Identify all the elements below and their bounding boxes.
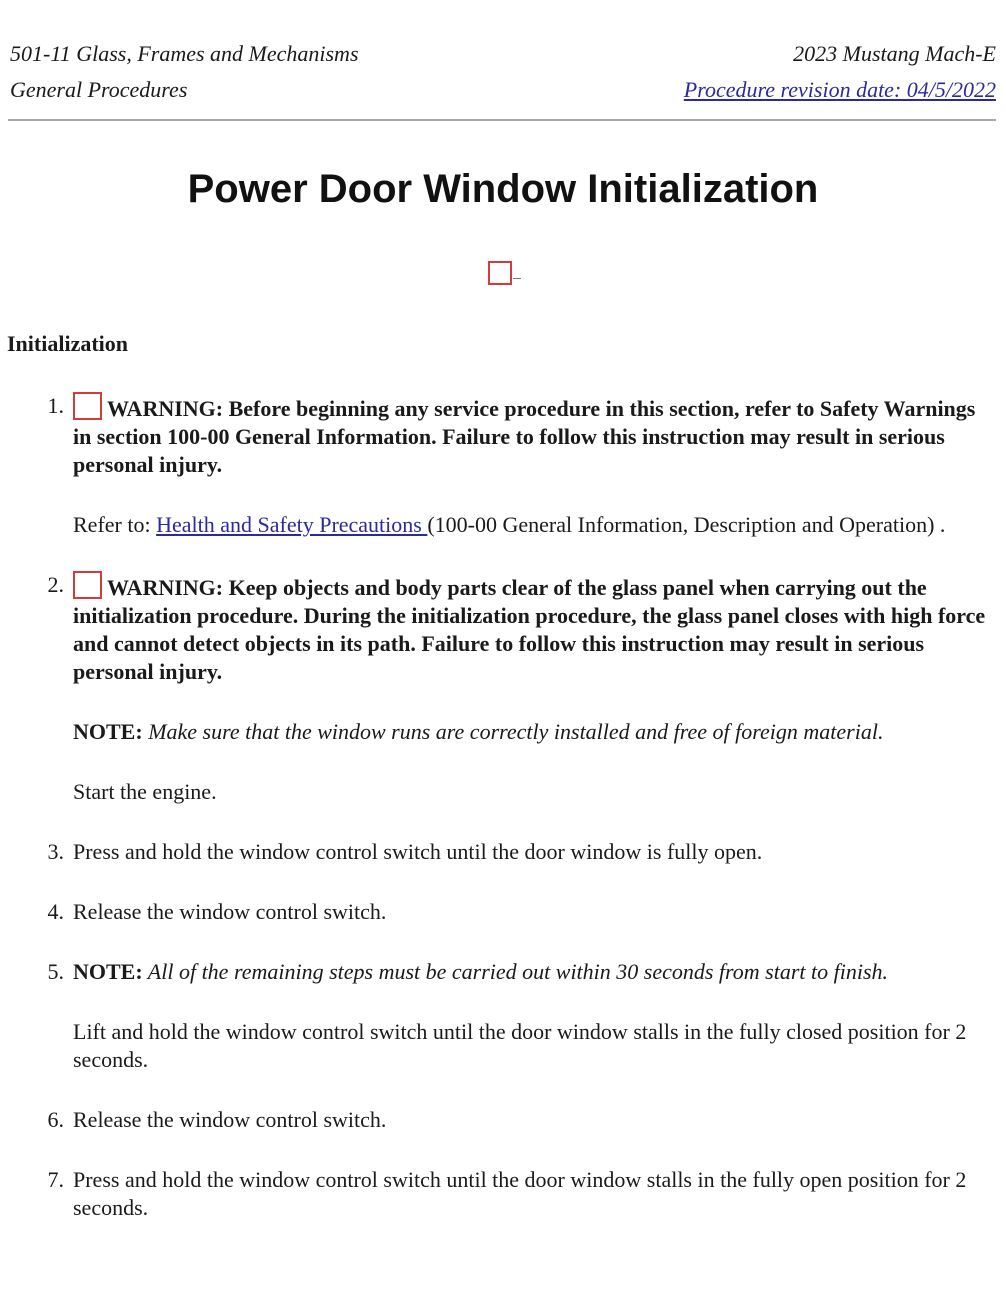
warning-icon	[73, 392, 102, 420]
step-number: 4.	[47, 899, 64, 924]
step-text: Release the window control switch.	[73, 899, 387, 924]
page-title: Power Door Window Initialization	[187, 167, 819, 211]
note-text: NOTE: Make sure that the window runs are correctly installed and free of foreign material.	[73, 719, 884, 744]
step-number: 7.	[47, 1167, 64, 1192]
procedure-steps	[0, 392, 1006, 1254]
header-divider	[8, 119, 996, 121]
step-text: Start the engine.	[73, 779, 217, 804]
step-1	[0, 392, 1006, 539]
step-number: 6.	[47, 1107, 64, 1132]
step-number: 3.	[47, 839, 64, 864]
warning-icon	[73, 571, 102, 599]
step-text: Lift and hold the window control switch until the door window stalls in the fully closed position for 2 seconds.	[73, 1019, 967, 1072]
image-placeholder-underline	[513, 278, 521, 279]
warning-text: WARNING: Keep objects and body parts clear of the glass panel when carrying out the initialization procedure. During the initialization procedure, the glass panel closes with high force and cannot detect objects in its path. Failure to follow this instruction may result in serious personal injury.	[73, 571, 992, 686]
section-heading: Initialization	[7, 331, 129, 356]
step-3	[0, 838, 1006, 866]
step-6	[0, 1106, 1006, 1134]
header-vehicle-model: 2023 Mustang Mach-E	[793, 41, 996, 66]
step-number: 5.	[47, 959, 64, 984]
header-row-2	[10, 72, 996, 108]
step-4	[0, 898, 1006, 926]
document-header	[10, 36, 996, 108]
note-text: NOTE: All of the remaining steps must be carried out within 30 seconds from start to finish.	[73, 959, 889, 984]
step-7	[0, 1166, 1006, 1222]
header-section-title: 501-11 Glass, Frames and Mechanisms	[10, 41, 359, 66]
warning-text: WARNING: Before beginning any service procedure in this section, refer to Safety Warnings in section 100-00 General Information. Failure to follow this instruction may result in serious personal injury.	[73, 392, 992, 479]
health-safety-link[interactable]: Health and Safety Precautions	[156, 512, 428, 537]
reference-text: Refer to: Health and Safety Precautions (100-00 General Information, Description and Operation) .	[73, 512, 946, 537]
header-category: General Procedures	[10, 77, 188, 102]
header-row-1	[10, 36, 996, 72]
step-number: 1.	[47, 393, 64, 418]
step-number: 2.	[47, 572, 64, 597]
step-text: Press and hold the window control switch until the door window is fully open.	[73, 839, 763, 864]
step-text: Release the window control switch.	[73, 1107, 387, 1132]
step-2	[0, 571, 1006, 806]
step-text: Press and hold the window control switch until the door window stalls in the fully open position for 2 seconds.	[73, 1167, 967, 1220]
broken-image-icon	[488, 261, 512, 285]
step-5	[0, 958, 1006, 1074]
revision-date-link[interactable]: Procedure revision date: 04/5/2022	[683, 77, 996, 102]
